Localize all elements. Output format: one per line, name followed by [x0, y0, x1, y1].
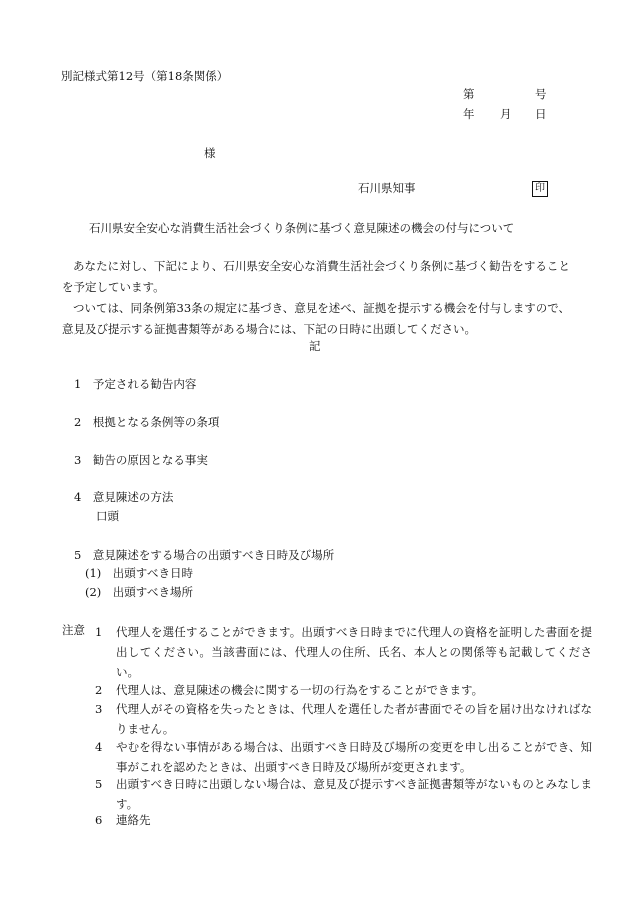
note-4-text: やむを得ない事情がある場合は、出頭すべき日時及び場所の変更を申し出ることができ、知事がこれを認めたときは、出頭すべき日時及び場所が変更されます。	[116, 740, 592, 774]
body-paragraph-1: あなたに対し、下記により、石川県安全安心な消費生活社会づくり条例に基づく勧告をすることを予定しています。	[62, 259, 570, 294]
seal-label: 印	[532, 181, 548, 197]
body-paragraph-2: ついては、同条例第33条の規定に基づき、意見を述べ、証拠を提示する機会を付与しますので、意見及び提示する証拠書類等がある場合には、下記の日時に出頭してください。	[62, 301, 570, 336]
item-5: 5 意見陳述をする場合の出頭すべき日時及び場所	[74, 548, 335, 562]
note-1-text: 代理人を選任することができます。出頭すべき日時までに代理人の資格を証明した書面を提出してください。当該書面には、代理人の住所、氏名、本人との関係等も記載してください。	[116, 625, 592, 679]
item-1: 1 予定される勧告内容	[74, 377, 197, 391]
item-2: 2 根拠となる条例等の条項	[74, 415, 220, 429]
note-6-text: 連絡先	[116, 813, 151, 827]
note-3	[95, 699, 592, 739]
note-3-text: 代理人がその資格を失ったときは、代理人を選任した者が書面でその旨を届け出なければなりません。	[116, 702, 592, 736]
date-month: 月	[500, 107, 512, 121]
note-2-text: 代理人は、意見陳述の機会に関する一切の行為をすることができます。	[116, 683, 484, 697]
ki-heading: 記	[309, 339, 321, 353]
form-reference: 別記様式第12号（第18条関係）	[61, 69, 229, 83]
note-2	[95, 680, 592, 700]
note-3-number: 3	[95, 702, 103, 716]
sender-name: 石川県知事	[358, 181, 416, 195]
document-title: 石川県安全安心な消費生活社会づくり条例に基づく意見陳述の機会の付与について	[89, 221, 515, 235]
addressee-suffix: 様	[204, 146, 216, 160]
note-6	[95, 810, 592, 830]
item-4: 4 意見陳述の方法	[74, 490, 174, 504]
note-4-number: 4	[95, 740, 103, 754]
item-5-sub-2: (2) 出頭すべき場所	[85, 585, 194, 599]
note-4	[95, 737, 592, 777]
notes-label: 注意	[62, 623, 85, 637]
doc-number-suffix: 号	[535, 87, 547, 101]
item-4-method: 口頭	[96, 509, 119, 523]
item-5-sub-1: (1) 出頭すべき日時	[85, 566, 194, 580]
note-5-number: 5	[95, 777, 103, 791]
date-year: 年	[463, 107, 475, 121]
note-5-text: 出頭すべき日時に出頭しない場合は、意見及び提示すべき証拠書類等がないものとみなします。	[116, 777, 592, 811]
note-6-number: 6	[95, 813, 103, 827]
note-1	[95, 622, 592, 682]
seal-mark	[532, 180, 548, 197]
item-3: 3 勧告の原因となる事実	[74, 453, 208, 467]
note-5	[95, 774, 592, 814]
date-day: 日	[535, 107, 547, 121]
note-1-number: 1	[95, 625, 103, 639]
note-2-number: 2	[95, 683, 103, 697]
doc-number-prefix: 第	[463, 87, 475, 101]
